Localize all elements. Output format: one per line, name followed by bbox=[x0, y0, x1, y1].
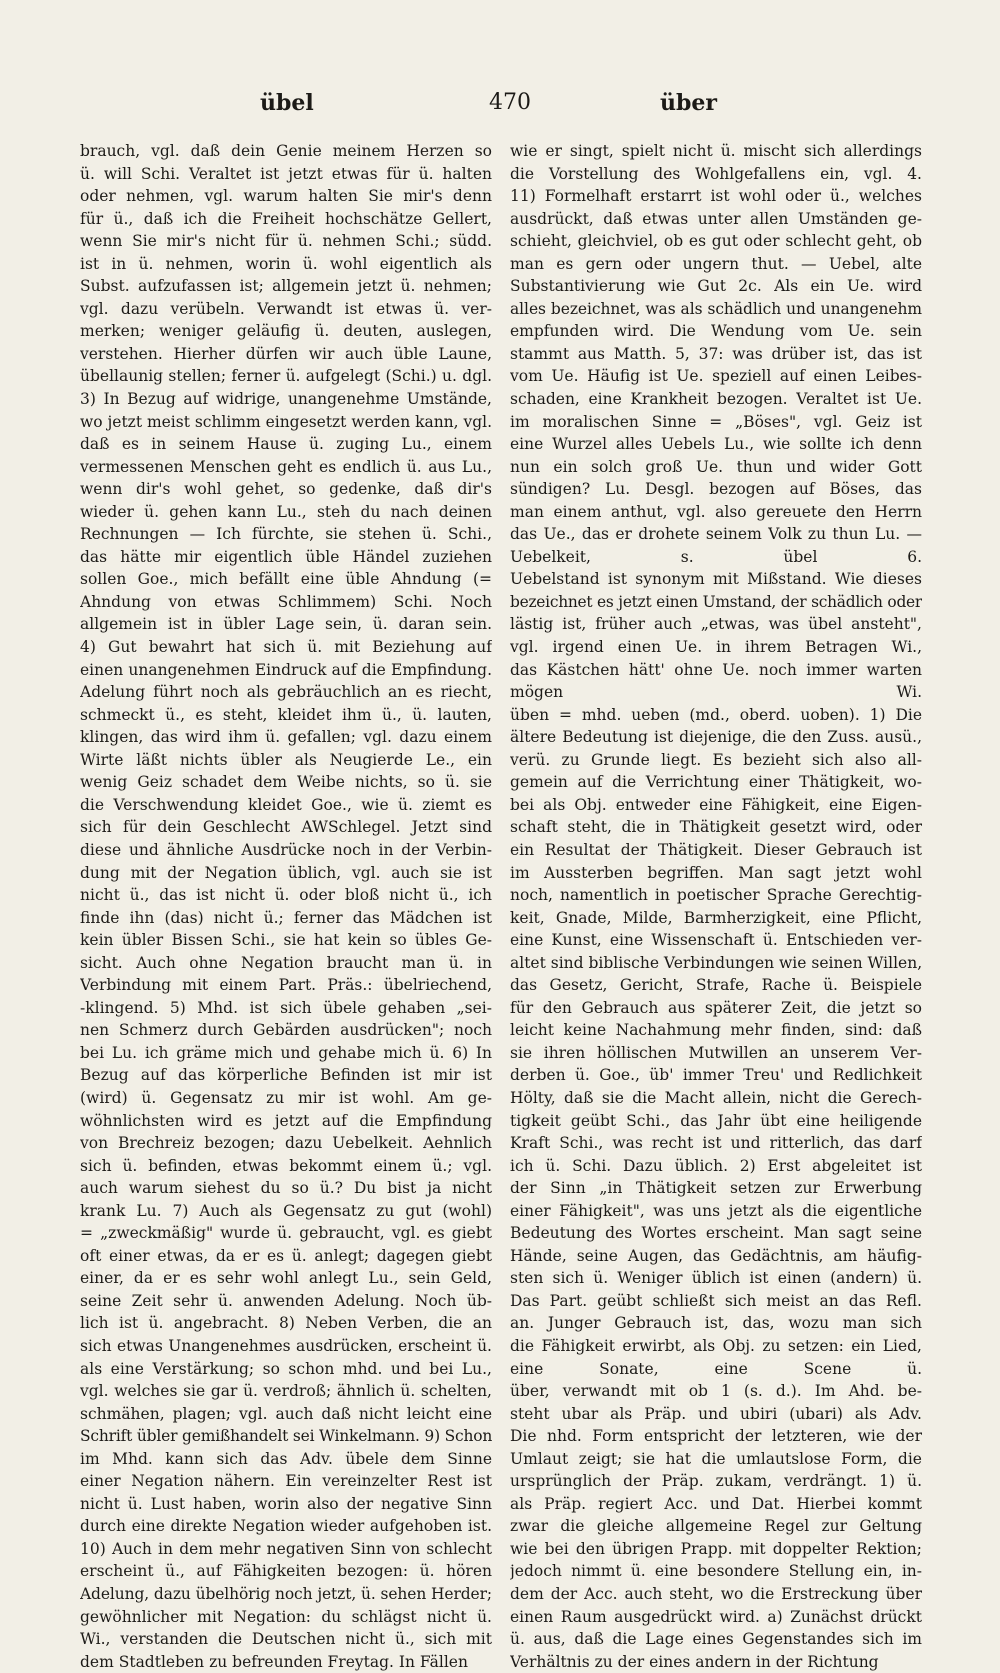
text-line: Wirte läßt nichts übler als Neugierde Le., ein bbox=[80, 750, 492, 769]
text-line: bei Lu. ich gräme mich und gehabe mich ü. 6) In bbox=[80, 1043, 492, 1062]
text-line: man einem anthut, vgl. also gereuete den Herrn bbox=[510, 502, 922, 521]
text-line: sich ü. befinden, etwas bekommt einem ü.; vgl. bbox=[80, 1156, 492, 1175]
text-line: nen Schmerz durch Gebärden ausdrücken"; noch bbox=[80, 1021, 492, 1040]
text-line: sten sich ü. Weniger üblich ist einen (andern) ü. bbox=[510, 1269, 922, 1288]
text-line: Verhältnis zu der eines andern in der Richtung bbox=[510, 1652, 879, 1671]
text-line: für den Gebrauch aus späterer Zeit, die jetzt so bbox=[510, 998, 922, 1017]
text-line: einer Fähigkeit", was uns jetzt als die eigentliche bbox=[510, 1201, 922, 1220]
text-line: ü. aus, daß die Lage eines Gegenstandes sich im bbox=[510, 1630, 922, 1649]
text-line: üben = mhd. ueben (md., oberd. uoben). 1) Die bbox=[510, 705, 922, 724]
text-line: schaden, eine Krankheit bezogen. Veraltet ist Ue. bbox=[510, 390, 922, 409]
text-line: für ü., daß ich die Freiheit hochschätze Gellert, bbox=[80, 209, 492, 228]
text-line: sicht. Auch ohne Negation braucht man ü. in bbox=[80, 953, 492, 972]
text-line: ein Resultat der Thätigkeit. Dieser Gebrauch ist bbox=[510, 840, 922, 859]
text-line: vgl. welches sie gar ü. verdroß; ähnlich ü. schelten, bbox=[80, 1382, 492, 1401]
text-line: durch eine direkte Negation wieder aufgehoben ist. bbox=[80, 1517, 492, 1536]
text-line: (wird) ü. Gegensatz zu mir ist wohl. Am ge- bbox=[80, 1088, 492, 1107]
right-column bbox=[510, 140, 922, 1673]
header-left-word: übel bbox=[260, 90, 314, 116]
text-line: ausdrückt, daß etwas unter allen Umständen ge- bbox=[510, 209, 922, 228]
text-line: ältere Bedeutung ist diejenige, die den Zuss. ausü., bbox=[510, 728, 922, 747]
text-line: im Aussterben begriffen. Man sagt jetzt wohl bbox=[510, 863, 922, 882]
text-line: dem der Acc. auch steht, wo die Erstreckung über bbox=[510, 1585, 922, 1603]
text-line: Umlaut zeigt; sie hat die umlautslose Form, die bbox=[510, 1449, 922, 1468]
text-line: 4) Gut bewahrt hat sich ü. mit Beziehung auf bbox=[80, 638, 492, 657]
text-line: altet sind biblische Verbindungen wie seinen Willen, bbox=[510, 953, 922, 972]
text-line: schmähen, plagen; vgl. auch daß nicht leicht eine bbox=[80, 1404, 492, 1423]
left-column bbox=[80, 140, 492, 1673]
text-line: sündigen? Lu. Desgl. bezogen auf Böses, das bbox=[510, 480, 922, 499]
text-line: auch warum siehest du so ü.? Du bist ja nicht bbox=[80, 1179, 492, 1198]
text-line: oder nehmen, vgl. warum halten Sie mir's denn bbox=[80, 187, 492, 206]
text-line: das Gesetz, Gericht, Strafe, Rache ü. Beispiele bbox=[510, 976, 922, 995]
text-line: nun ein solch groß Ue. thun und wider Gott bbox=[510, 457, 922, 476]
text-line: Die nhd. Form entspricht der letzteren, wie der bbox=[510, 1427, 922, 1446]
text-line: seine Zeit sehr ü. anwenden Adelung. Noch üb- bbox=[80, 1291, 492, 1310]
text-line: Bezug auf das körperliche Befinden ist mir ist bbox=[80, 1066, 492, 1085]
text-line: derben ü. Goe., üb' immer Treu' und Redlichkeit bbox=[510, 1066, 922, 1085]
text-line: vgl. dazu verübeln. Verwandt ist etwas ü. ver- bbox=[80, 299, 492, 318]
text-line: Bedeutung des Wortes erscheint. Man sagt seine bbox=[510, 1224, 922, 1243]
text-line: übellaunig stellen; ferner ü. aufgelegt (Schi.) u. dgl. bbox=[80, 367, 492, 386]
text-line: wo jetzt meist schlimm eingesetzt werden kann, vgl. bbox=[80, 412, 492, 431]
text-line: die Verschwendung kleidet Goe., wie ü. ziemt es bbox=[80, 795, 492, 814]
text-line: tigkeit geübt Schi., das Jahr übt eine heiligende bbox=[510, 1111, 922, 1130]
text-line: ich ü. Schi. Dazu üblich. 2) Erst abgeleitet ist bbox=[510, 1156, 922, 1175]
text-line: an. Junger Gebrauch ist, das, wozu man sich bbox=[510, 1314, 922, 1333]
text-line: eine Kunst, eine Wissenschaft ü. Entschieden ver- bbox=[510, 931, 922, 950]
text-line: erscheint ü., auf Fähigkeiten bezogen: ü. hören bbox=[80, 1562, 492, 1581]
text-line: wie bei den übrigen Prapp. mit doppelter Rektion; bbox=[510, 1539, 922, 1558]
text-line: wenn Sie mir's nicht für ü. nehmen Schi.; südd. bbox=[80, 232, 492, 251]
text-line: kein übler Bissen Schi., sie hat kein so übles Ge- bbox=[80, 931, 492, 950]
text-line: schaft steht, die in Thätigkeit gesetzt wird, oder bbox=[510, 818, 922, 837]
text-line: diese und ähnliche Ausdrücke noch in der Verbin- bbox=[80, 840, 492, 859]
text-line: verstehen. Hierher dürfen wir auch üble Laune, bbox=[80, 344, 492, 363]
text-line: das hätte mir eigentlich üble Händel zuziehen bbox=[80, 547, 492, 566]
text-line: der Sinn „in Thätigkeit setzen zur Erwerbung bbox=[510, 1179, 922, 1198]
text-line: Das Part. geübt schließt sich meist an das Refl. bbox=[510, 1291, 922, 1310]
text-line: einen unangenehmen Eindruck auf die Empfindung. bbox=[80, 660, 492, 679]
text-line: Schrift übler gemißhandelt sei Winkelmann. 9) Schon bbox=[80, 1427, 492, 1446]
text-line: über, verwandt mit ob 1 (s. d.). Im Ahd. be- bbox=[510, 1382, 922, 1401]
text-line: 10) Auch in dem mehr negativen Sinn von schlecht bbox=[80, 1539, 492, 1558]
text-line: von Brechreiz bezogen; dazu Uebelkeit. Aehnlich bbox=[80, 1134, 492, 1153]
text-line: lich ist ü. angebracht. 8) Neben Verben, die an bbox=[80, 1314, 492, 1333]
text-line: vgl. irgend einen Ue. in ihrem Betragen Wi., bbox=[510, 638, 922, 657]
text-line: einen Raum ausgedrückt wird. a) Zunächst drückt bbox=[510, 1607, 922, 1626]
header-right-word: über bbox=[660, 90, 717, 116]
text-line: sich für dein Geschlecht AWSchlegel. Jetzt sind bbox=[80, 818, 492, 837]
text-line: man es gern oder ungern thut. — Uebel, alte bbox=[510, 254, 922, 273]
text-line: ist in ü. nehmen, worin ü. wohl eigentlich als bbox=[80, 254, 492, 273]
text-line: dem Stadtleben zu befreunden Freytag. In Fällen bbox=[80, 1652, 468, 1671]
text-line: Subst. aufzufassen ist; allgemein jetzt ü. nehmen; bbox=[80, 277, 492, 296]
text-line: Adelung, dazu übelhörig noch jetzt, ü. sehen Herder; bbox=[80, 1585, 492, 1603]
text-line: das Kästchen hätt' ohne Ue. noch immer warten bbox=[510, 660, 922, 679]
text-line: oft einer etwas, da er es ü. anlegt; dagegen giebt bbox=[80, 1246, 492, 1265]
text-line: die Fähigkeit erwirbt, als Obj. zu setzen: ein Lied, bbox=[510, 1336, 922, 1355]
text-line: wie er singt, spielt nicht ü. mischt sich allerdings bbox=[510, 142, 922, 160]
text-line: mögen Wi. bbox=[510, 683, 922, 702]
text-line: steht ubar als Präp. und ubiri (ubari) als Adv. bbox=[510, 1404, 922, 1423]
text-line: klingen, das wird ihm ü. gefallen; vgl. dazu einem bbox=[80, 728, 492, 747]
text-line: im moralischen Sinne = „Böses", vgl. Geiz ist bbox=[510, 412, 922, 431]
text-line: vom Ue. Häufig ist Ue. speziell auf einen Leibes- bbox=[510, 367, 922, 386]
text-line: alles bezeichnet, was als schädlich und unangenehm bbox=[510, 299, 922, 318]
text-line: Substantivierung wie Gut 2c. Als ein Ue. wird bbox=[510, 277, 922, 296]
page-number: 470 bbox=[489, 90, 531, 115]
text-line: Hölty, daß sie die Macht allein, nicht die Gerech- bbox=[510, 1088, 922, 1107]
text-line: dung mit der Negation üblich, vgl. auch sie ist bbox=[80, 863, 492, 882]
text-line: als Präp. regiert Acc. und Dat. Hierbei kommt bbox=[510, 1494, 922, 1513]
text-line: sich etwas Unangenehmes ausdrücken, erscheint ü. bbox=[80, 1336, 492, 1355]
text-line: einer, da er es sehr wohl anlegt Lu., sein Geld, bbox=[80, 1269, 492, 1288]
text-line: vermessenen Menschen geht es endlich ü. aus Lu., bbox=[80, 457, 492, 476]
text-line: = „zweckmäßig" wurde ü. gebraucht, vgl. es giebt bbox=[80, 1224, 492, 1243]
text-line: -klingend. 5) Mhd. ist sich übele gehaben „sei- bbox=[80, 998, 492, 1017]
text-line: daß es in seinem Hause ü. zuging Lu., einem bbox=[80, 435, 492, 454]
text-line: lästig ist, früher auch „etwas, was übel ansteht", bbox=[510, 615, 922, 634]
text-line: ü. will Schi. Veraltet ist jetzt etwas für ü. halten bbox=[80, 164, 492, 183]
text-line: schmeckt ü., es steht, kleidet ihm ü., ü. lauten, bbox=[80, 705, 492, 724]
text-line: bezeichnet es jetzt einen Umstand, der schädlich oder bbox=[510, 592, 922, 611]
text-line: gemein auf die Verrichtung einer Thätigkeit, wo- bbox=[510, 773, 922, 792]
text-line: wöhnlichsten wird es jetzt auf die Empfindung bbox=[80, 1111, 492, 1130]
text-line: bei als Obj. entweder eine Fähigkeit, eine Eigen- bbox=[510, 795, 922, 814]
text-line: wieder ü. gehen kann Lu., steh du nach deinen bbox=[80, 502, 492, 521]
text-line: Kraft Schi., was recht ist und ritterlich, das darf bbox=[510, 1134, 922, 1153]
text-line: Rechnungen — Ich fürchte, sie stehen ü. Schi., bbox=[80, 525, 492, 544]
page-header bbox=[80, 90, 920, 120]
text-line: als eine Verstärkung; so schon mhd. und bei Lu., bbox=[80, 1359, 492, 1378]
text-line: finde ihn (das) nicht ü.; ferner das Mädchen ist bbox=[80, 908, 492, 927]
text-line: das Ue., das er drohete seinem Volk zu thun Lu. — bbox=[510, 525, 922, 544]
text-line: sie ihren höllischen Mutwillen an unserem Ver- bbox=[510, 1043, 922, 1062]
text-line: leicht keine Nachahmung mehr finden, sind: daß bbox=[510, 1021, 922, 1040]
text-line: keit, Gnade, Milde, Barmherzigkeit, eine Pflicht, bbox=[510, 908, 922, 927]
text-line: einer Negation nähern. Ein vereinzelter Rest ist bbox=[80, 1472, 492, 1491]
text-line: allgemein ist in übler Lage sein, ü. daran sein. bbox=[80, 615, 492, 634]
text-line: wenn dir's wohl gehet, so gedenke, daß dir's bbox=[80, 480, 492, 499]
text-line: Adelung führt noch als gebräuchlich an es riecht, bbox=[80, 683, 492, 702]
text-line: Wi., verstanden die Deutschen nicht ü., sich mit bbox=[80, 1630, 492, 1649]
text-line: krank Lu. 7) Auch als Gegensatz zu gut (wohl) bbox=[80, 1201, 492, 1220]
text-line: Hände, seine Augen, das Gedächtnis, am häufig- bbox=[510, 1246, 922, 1265]
text-line: merken; weniger geläufig ü. deuten, auslegen, bbox=[80, 322, 492, 341]
text-line: 3) In Bezug auf widrige, unangenehme Umstände, bbox=[80, 390, 492, 409]
text-line: gewöhnlicher mit Negation: du schlägst nicht ü. bbox=[80, 1607, 492, 1626]
text-line: im Mhd. kann sich das Adv. übele dem Sinne bbox=[80, 1449, 492, 1468]
text-line: die Vorstellung des Wohlgefallens ein, vgl. 4. bbox=[510, 164, 922, 183]
text-line: Uebelkeit, s. übel 6. bbox=[510, 547, 922, 566]
text-line: ursprünglich der Präp. zukam, verdrängt. 1) ü. bbox=[510, 1472, 922, 1491]
text-line: schieht, gleichviel, ob es gut oder schlecht geht, ob bbox=[510, 232, 922, 251]
text-line: jedoch nimmt ü. eine besondere Stellung ein, in- bbox=[510, 1562, 922, 1581]
text-line: nicht ü., das ist nicht ü. oder bloß nicht ü., ich bbox=[80, 886, 492, 905]
text-line: wenig Geiz schadet dem Weibe nichts, so ü. sie bbox=[80, 773, 492, 792]
text-line: Ahndung von etwas Schlimmem) Schi. Noch bbox=[80, 592, 492, 611]
text-line: verü. zu Grunde liegt. Es bezieht sich also all- bbox=[510, 750, 922, 769]
text-line: eine Wurzel alles Uebels Lu., wie sollte ich denn bbox=[510, 435, 922, 454]
text-line: stammt aus Matth. 5, 37: was drüber ist, das ist bbox=[510, 344, 922, 363]
text-line: zwar die gleiche allgemeine Regel zur Geltung bbox=[510, 1517, 922, 1536]
text-line: brauch, vgl. daß dein Genie meinem Herzen so bbox=[80, 142, 492, 160]
text-line: eine Sonate, eine Scene ü. bbox=[510, 1359, 922, 1378]
text-line: sollen Goe., mich befällt eine üble Ahndung (= bbox=[80, 570, 492, 589]
text-line: Verbindung mit einem Part. Präs.: übelriechend, bbox=[80, 976, 492, 995]
text-line: nicht ü. Lust haben, worin also der negative Sinn bbox=[80, 1494, 492, 1513]
text-line: Uebelstand ist synonym mit Mißstand. Wie dieses bbox=[510, 570, 922, 589]
text-line: empfunden wird. Die Wendung vom Ue. sein bbox=[510, 322, 922, 341]
text-line: noch, namentlich in poetischer Sprache Gerechtig- bbox=[510, 886, 922, 905]
text-line: 11) Formelhaft erstarrt ist wohl oder ü., welches bbox=[510, 187, 922, 206]
